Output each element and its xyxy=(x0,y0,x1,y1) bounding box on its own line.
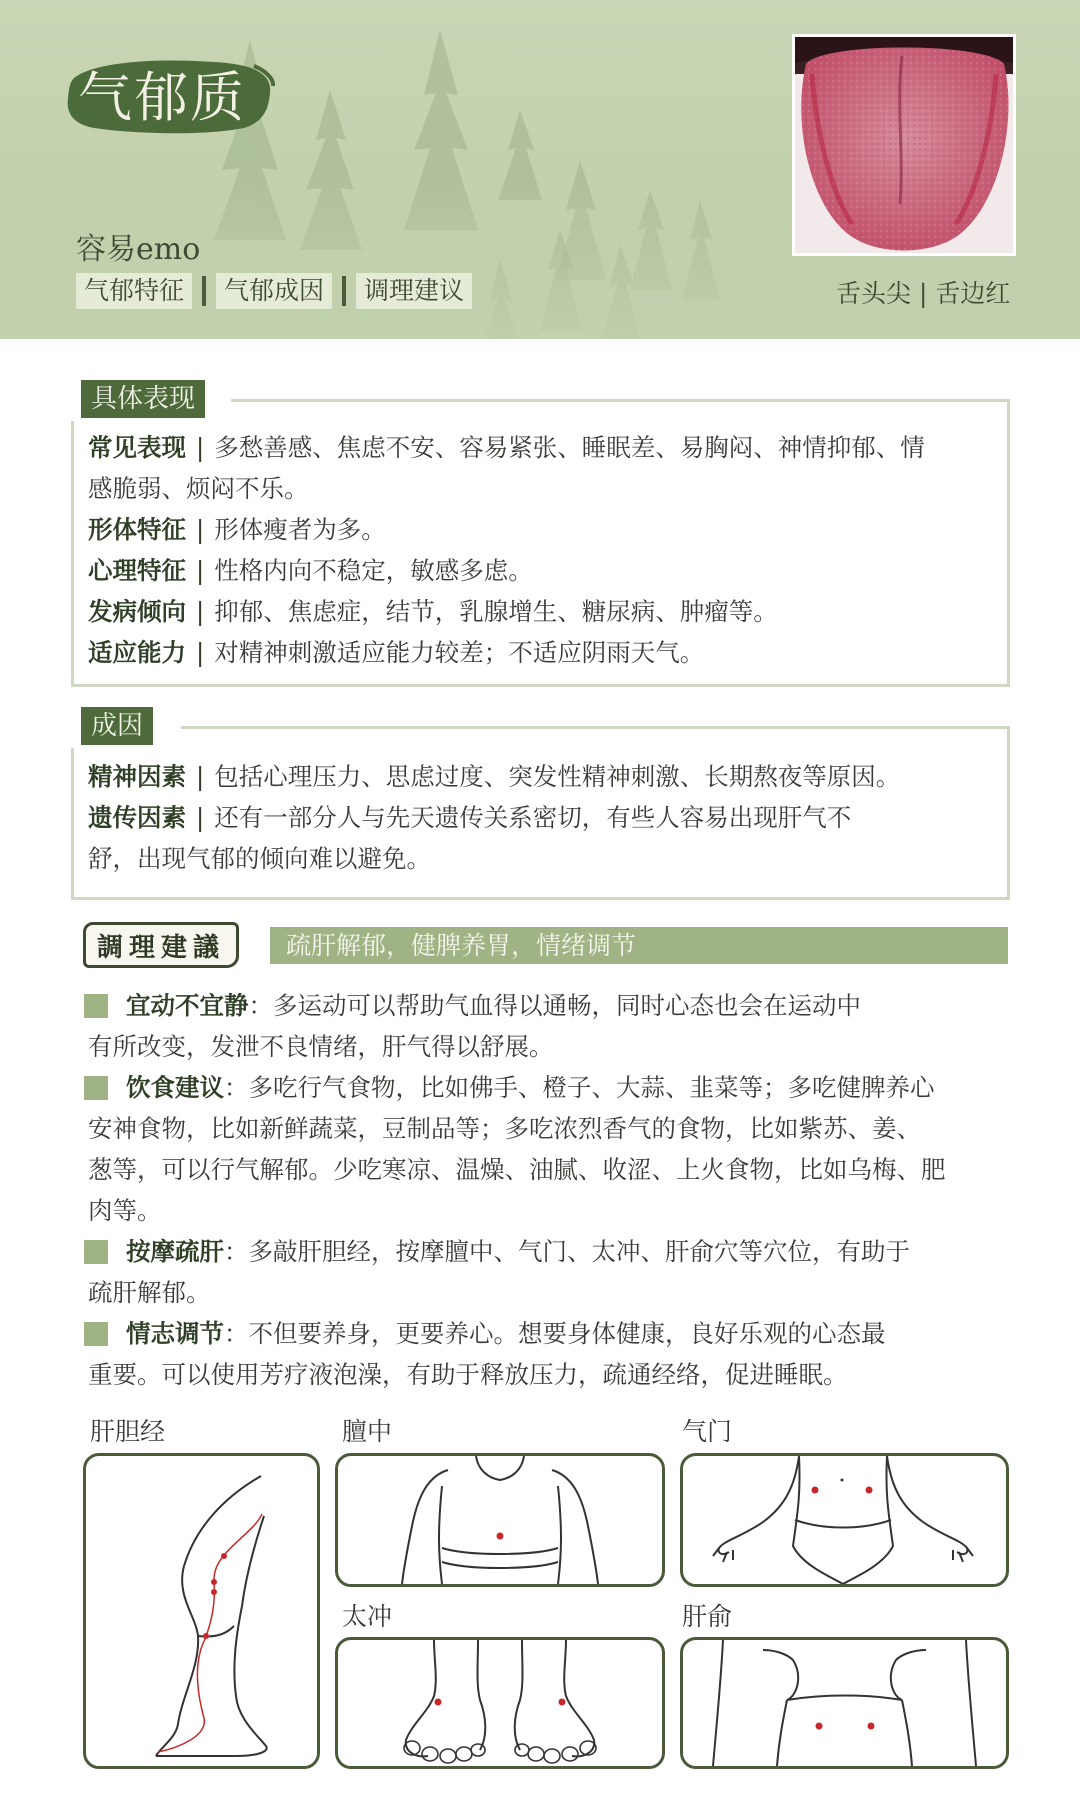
cause-value: 包括心理压力、思虑过度、突发性精神刺激、长期熬夜等原因。 xyxy=(214,762,901,791)
qimen-diagram xyxy=(680,1453,1009,1587)
advice-continuation: 葱等，可以行气解郁。少吃寒凉、温燥、油腻、收涩、上火食物，比如乌梅、肥 xyxy=(88,1155,946,1184)
feature-key: 形体特征 xyxy=(88,515,186,544)
feature-row xyxy=(88,509,386,550)
taichong-diagram xyxy=(335,1637,665,1769)
feature-key: 发病倾向 xyxy=(88,597,186,626)
feature-key: 常见表现 xyxy=(88,433,186,462)
label-danzhong: 膻中 xyxy=(342,1417,393,1446)
advice-continuation: 疏肝解郁。 xyxy=(88,1278,211,1307)
acupoint-dot xyxy=(559,1699,566,1706)
feature-key: 适应能力 xyxy=(88,638,186,667)
advice-text: 多运动可以帮助气血得以通畅，同时心态也会在运动中 xyxy=(273,991,861,1020)
bullet-square-icon xyxy=(84,1076,108,1100)
advice-item: 饮食建议 ： 多吃行气食物，比如佛手、橙子、大蒜、韭菜等；多吃健脾养心 xyxy=(84,1067,935,1108)
navel-dot xyxy=(841,1479,844,1482)
feature-row xyxy=(88,550,533,591)
feature-value: 抑郁、焦虑症，结节，乳腺增生、糖尿病、肿瘤等。 xyxy=(214,597,778,626)
advice-item: 宜动不宜静 ： 多运动可以帮助气血得以通畅，同时心态也会在运动中 xyxy=(84,985,861,1026)
features-label: 具体表现 xyxy=(81,380,205,418)
advice-key: 按摩疏肝 xyxy=(126,1237,224,1266)
label-taichong: 太冲 xyxy=(342,1602,393,1631)
feature-key: 心理特征 xyxy=(88,556,186,585)
advice-item: 情志调节 ： 不但要养身，更要养心。想要身体健康，良好乐观的心态最 xyxy=(84,1313,886,1354)
feature-row xyxy=(88,427,925,468)
advice-continuation: 重要。可以使用芳疗液泡澡，有助于释放压力，疏通经络，促进睡眠。 xyxy=(88,1360,848,1389)
tag-separator xyxy=(202,276,206,306)
acupoint-dot xyxy=(221,1553,227,1559)
feature-continuation: 感脆弱、烦闷不乐。 xyxy=(88,474,309,503)
advice-text: 多吃行气食物，比如佛手、橙子、大蒜、韭菜等；多吃健脾养心 xyxy=(248,1073,935,1102)
tag-features: 气郁特征 xyxy=(76,273,192,309)
acupoint-dot xyxy=(203,1633,209,1639)
feature-separator: | xyxy=(196,597,205,626)
feature-separator: | xyxy=(196,433,205,462)
tongue-caption: 舌头尖 | 舌边红 xyxy=(836,279,1011,308)
tag-advice: 调理建议 xyxy=(356,273,472,309)
bullet-square-icon xyxy=(84,994,108,1018)
advice-text: 不但要养身，更要养心。想要身体健康，良好乐观的心态最 xyxy=(248,1319,886,1348)
feature-separator: | xyxy=(196,638,205,667)
acupoint-dot xyxy=(866,1487,873,1494)
tag-causes: 气郁成因 xyxy=(216,273,332,309)
advice-key: 饮食建议 xyxy=(126,1073,224,1102)
feature-separator: | xyxy=(196,515,205,544)
advice-continuation: 有所改变，发泄不良情绪，肝气得以舒展。 xyxy=(88,1032,554,1061)
advice-item: 按摩疏肝 ： 多敲肝胆经，按摩膻中、气门、太冲、肝俞穴等穴位，有助于 xyxy=(84,1231,910,1272)
acupoint-dot xyxy=(435,1699,442,1706)
feature-separator: | xyxy=(196,556,205,585)
gandan-meridian-diagram xyxy=(83,1453,320,1769)
acupoint-dot xyxy=(868,1723,875,1730)
bullet-square-icon xyxy=(84,1322,108,1346)
feature-value: 多愁善感、焦虑不安、容易紧张、睡眠差、易胸闷、神情抑郁、情 xyxy=(214,433,925,462)
cause-key: 遗传因素 xyxy=(88,803,186,832)
feature-value: 形体瘦者为多。 xyxy=(214,515,386,544)
cause-row xyxy=(88,797,851,838)
acupoint-dot xyxy=(497,1533,504,1540)
acupoint-dot xyxy=(812,1487,819,1494)
advice-continuation: 安神食物，比如新鲜蔬菜，豆制品等；多吃浓烈香气的食物，比如紫苏、姜、 xyxy=(88,1114,921,1143)
feature-value: 性格内向不稳定，敏感多虑。 xyxy=(214,556,533,585)
tongue-photo xyxy=(792,34,1016,256)
page-title: 气郁质 xyxy=(78,66,246,129)
feature-value: 对精神刺激适应能力较差；不适应阴雨天气。 xyxy=(214,638,705,667)
cause-row xyxy=(88,756,900,797)
bullet-square-icon xyxy=(84,1240,108,1264)
cause-separator: | xyxy=(196,803,205,832)
page-subtitle: 容易emo xyxy=(76,232,201,267)
feature-row xyxy=(88,591,778,632)
danzhong-diagram xyxy=(335,1453,665,1587)
advice-key: 宜动不宜静 xyxy=(126,991,249,1020)
feature-row xyxy=(88,632,704,673)
advice-text: 多敲肝胆经，按摩膻中、气门、太冲、肝俞穴等穴位，有助于 xyxy=(248,1237,910,1266)
advice-key: 情志调节 xyxy=(126,1319,224,1348)
cause-value: 还有一部分人与先天遗传关系密切，有些人容易出现肝气不 xyxy=(214,803,852,832)
ganshu-diagram xyxy=(680,1637,1009,1769)
label-gandan: 肝胆经 xyxy=(90,1417,166,1446)
label-ganshu: 肝俞 xyxy=(682,1602,733,1631)
advice-banner: 疏肝解郁，健脾养胃，情绪调节 xyxy=(270,927,1008,964)
advice-label: 調理建議 xyxy=(83,922,239,968)
acupoint-dot xyxy=(816,1723,823,1730)
cause-separator: | xyxy=(196,762,205,791)
cause-key: 精神因素 xyxy=(88,762,186,791)
acupoint-dot xyxy=(211,1579,217,1585)
tag-separator xyxy=(342,276,346,306)
label-qimen: 气门 xyxy=(682,1417,733,1446)
acupoint-dot xyxy=(211,1589,217,1595)
tag-list xyxy=(76,272,472,310)
cause-continuation: 舒，出现气郁的倾向难以避免。 xyxy=(88,844,431,873)
causes-label: 成因 xyxy=(81,707,153,745)
advice-continuation: 肉等。 xyxy=(88,1196,162,1225)
